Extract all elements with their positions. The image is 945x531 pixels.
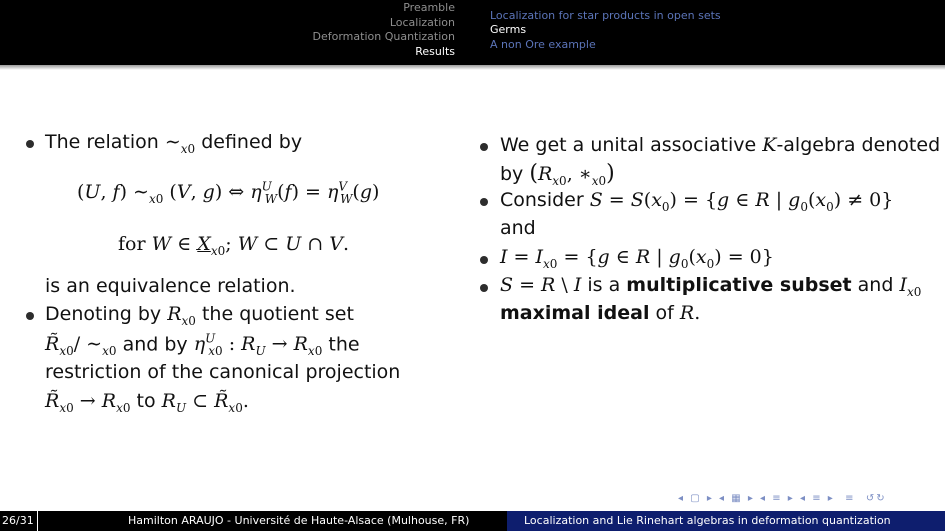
text: by [500, 163, 530, 185]
bullet-marker [480, 256, 488, 264]
left-bullet-2-line-4: $R̃_{x0} \to R_{x0}$ to $R_U$ ⊂ $R̃_{x0}$. [45, 390, 249, 415]
right-bullet-4-line-2: maximal ideal of R. [500, 302, 701, 324]
footer-title: Localization and Lie Rinehart algebras in deformation quantization [524, 514, 891, 527]
right-bullet-4-line-1: S = R \ I is a multiplicative subset and $I_{x0}$ [500, 274, 922, 299]
equivalence-text: is an equivalence relation. [45, 275, 296, 297]
nav-section-preamble[interactable]: Preamble [403, 1, 455, 14]
right-bullet-1-line-2: by ($R_{x0}$, $∗_{x0}$) [500, 161, 615, 188]
left-bullet-1: The relation $\sim_{x0}$ defined by [45, 131, 303, 156]
footer-divider [37, 511, 38, 531]
right-bullet-2-line-2: and [500, 217, 536, 239]
text: Consider [500, 189, 590, 211]
nav-subsection-germs[interactable]: Germs [490, 23, 527, 36]
bullet-marker [480, 284, 488, 292]
text: the [322, 333, 360, 356]
text: We get a unital associative [500, 134, 763, 156]
nav-subsection-non-ore-example[interactable]: A non Ore example [490, 38, 596, 51]
footer-author: Hamilton ARAUJO - Université de Haute-Alsace (Mulhouse, FR) [128, 514, 470, 527]
left-bullet-2-line-1: Denoting by $R_{x0}$ the quotient set [45, 303, 354, 328]
nav-section-localization[interactable]: Localization [389, 16, 455, 29]
left-bullet-2-line-2: $R̃_{x0}/$ $\sim_{x0}$ and by $\eta^U_{x0}$ : $R_U \to R_{x0}$ the [45, 332, 360, 359]
right-bullet-2-line-1: Consider $S = S(x_0) = \{g$ ∈ R | $g_0(x_0) \ne 0$} [500, 189, 894, 214]
left-bullet-2-line-3: restriction of the canonical projection [45, 361, 401, 383]
nav-section-results[interactable]: Results [415, 45, 455, 58]
text: of [649, 302, 680, 324]
text: and by [116, 333, 194, 356]
text: defined by [195, 131, 303, 153]
header-bar [0, 0, 945, 65]
text: Denoting by [45, 303, 168, 325]
display-equation-relation: (U, f) $\sim_{x0}$ (V, g) ⇔ $\eta^U_W(f) = \eta^V_W(g)$ [77, 180, 380, 207]
text: and [851, 274, 900, 296]
text: to [130, 390, 162, 412]
bullet-marker [26, 140, 34, 148]
right-bullet-3: $I = I_{x0} = \{g$ ∈ R | $g_0(x_0) = 0$} [500, 246, 774, 271]
bold-term: multiplicative subset [626, 274, 852, 296]
bullet-marker [480, 198, 488, 206]
beamer-navigation-icons[interactable]: ◂ ▢ ▸ ◂ ▦ ▸ ◂ ≡ ▸ ◂ ≡ ▸ ≡ ↺↻ [678, 493, 887, 504]
display-equation-condition: for W ∈ $X_{x0}$; W ⊂ U ∩ V. [118, 233, 350, 258]
page-number: 26/31 [2, 514, 34, 527]
footer-bar [0, 511, 945, 531]
right-bullet-1-line-1: We get a unital associative K-algebra denoted [500, 134, 941, 156]
text: is a [581, 274, 627, 296]
nav-section-deformation-quantization[interactable]: Deformation Quantization [312, 30, 455, 43]
nav-subsection-localization-open-sets[interactable]: Localization for star products in open sets [490, 9, 721, 22]
bullet-marker [26, 312, 34, 320]
bold-term: maximal ideal [500, 302, 650, 324]
text: -algebra denoted [776, 134, 941, 156]
header-shadow [0, 65, 945, 70]
text: the quotient set [195, 303, 354, 325]
bullet-marker [480, 143, 488, 151]
text: The relation [45, 131, 165, 153]
